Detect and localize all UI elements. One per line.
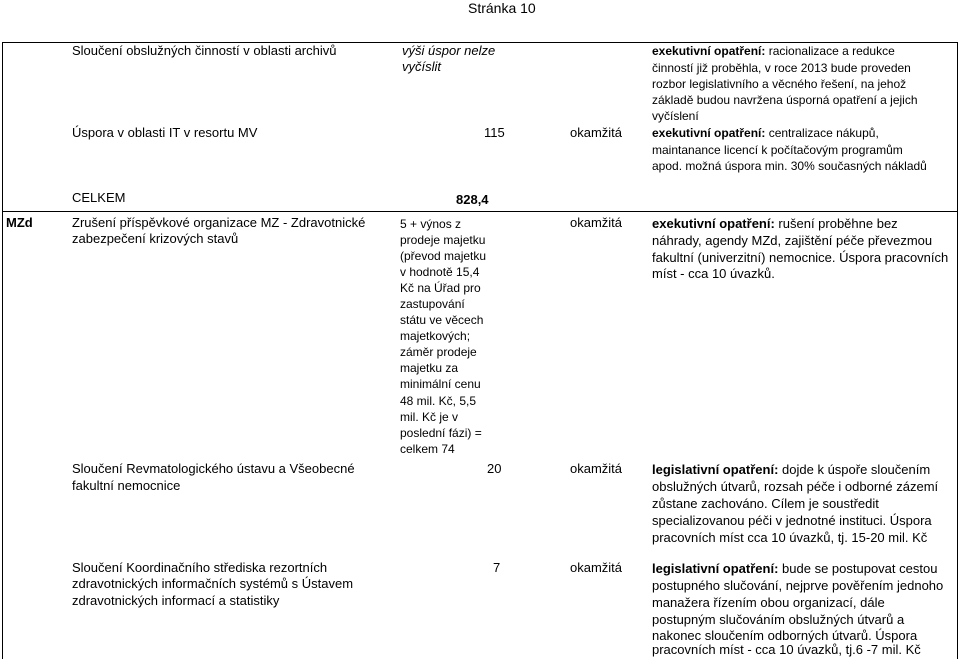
measure-description: pracovních míst cca 10 úvazků, tj. 15-20 mil. Kč bbox=[652, 530, 928, 545]
section-label: MZd bbox=[6, 215, 33, 230]
measure-name: Sloučení Koordinačního střediska rezortních bbox=[72, 560, 328, 575]
measure-description: apod. možná úspora min. 30% současných nákladů bbox=[652, 159, 927, 173]
measure-description: exekutivní opatření: centralizace nákupů, bbox=[652, 126, 879, 140]
measure-description: maintanance licencí k počítačovým programům bbox=[652, 143, 903, 157]
measure-type: exekutivní opatření: bbox=[652, 216, 775, 231]
measure-description: vyčíslení bbox=[652, 109, 699, 123]
measure-description: legislativní opatření: dojde k úspoře sloučením bbox=[652, 462, 931, 477]
measure-description: základě budou navržena úsporná opatření a jejich bbox=[652, 93, 918, 107]
measure-description: zůstane zachováno. Cílem je soustředit bbox=[652, 496, 879, 511]
table-right-border bbox=[957, 42, 958, 659]
term: okamžitá bbox=[570, 125, 623, 140]
saving-amount: 115 bbox=[484, 125, 505, 140]
measure-description: specializovanou péči v jednotné instituci. Úspora bbox=[652, 513, 932, 528]
page-header: Stránka 10 bbox=[468, 0, 536, 16]
section-divider bbox=[2, 211, 958, 212]
measure-type: legislativní opatření: bbox=[652, 462, 779, 477]
measure-type: legislativní opatření: bbox=[652, 561, 779, 576]
table-left-border bbox=[2, 42, 3, 659]
total-label: CELKEM bbox=[72, 190, 126, 205]
measure-name: zdravotnických informací a statistiky bbox=[72, 593, 280, 608]
measure-description: činností již proběhla, v roce 2013 bude proveden bbox=[652, 61, 911, 75]
saving-amount: vyčíslit bbox=[402, 59, 441, 74]
total-value: 828,4 bbox=[456, 192, 489, 207]
measure-name: Sloučení Revmatologického ústavu a Všeobecné bbox=[72, 461, 355, 476]
measure-name: Úspora v oblasti IT v resortu MV bbox=[72, 125, 258, 140]
term: okamžitá bbox=[570, 560, 623, 575]
measure-description: náhrady, agendy MZd, zajištění péče převezmou bbox=[652, 233, 933, 248]
measure-description: manažera řízením obou organizací, dále bbox=[652, 595, 885, 610]
measure-description: pracovních míst - cca 10 úvazků, tj.6 -7 mil. Kč bbox=[652, 642, 921, 657]
measure-description: rozbor legislativního a věcného řešení, na jehož bbox=[652, 77, 907, 91]
measure-type: exekutivní opatření: bbox=[652, 126, 766, 140]
measure-description: nakonec sloučením odborných útvarů. Úspora bbox=[652, 628, 918, 643]
measure-name: zdravotnických informačních systémů s Ústavem bbox=[72, 576, 354, 591]
measure-name: Zrušení příspěvkové organizace MZ - Zdravotnické bbox=[72, 215, 366, 230]
saving-amount: výši úspor nelze bbox=[402, 43, 496, 58]
saving-amount: 7 bbox=[493, 560, 501, 575]
measure-description: legislativní opatření: bude se postupovat cestou bbox=[652, 561, 938, 576]
measure-description: postupného slučování, nejprve pověřením jednoho bbox=[652, 578, 944, 593]
measure-description: postupným slučováním obslužných útvarů a bbox=[652, 612, 905, 627]
measure-description: fakultní (univerzitní) nemocnice. Úspora pracovních bbox=[652, 250, 949, 265]
saving-amount: 20 bbox=[487, 461, 502, 476]
measure-name: zabezpečení krizových stavů bbox=[72, 231, 239, 246]
measure-description: exekutivní opatření: rušení proběhne bez bbox=[652, 216, 898, 231]
measure-name: Sloučení obslužných činností v oblasti archivů bbox=[72, 43, 337, 58]
measure-description: obslužných útvarů, rozsah péče i odborné zázemí bbox=[652, 479, 939, 494]
term: okamžitá bbox=[570, 461, 623, 476]
term: okamžitá bbox=[570, 215, 623, 230]
measure-name: fakultní nemocnice bbox=[72, 478, 181, 493]
measure-type: exekutivní opatření: bbox=[652, 44, 766, 58]
measure-description: míst - cca 10 úvazků. bbox=[652, 266, 775, 281]
measure-description: exekutivní opatření: racionalizace a redukce bbox=[652, 44, 895, 58]
